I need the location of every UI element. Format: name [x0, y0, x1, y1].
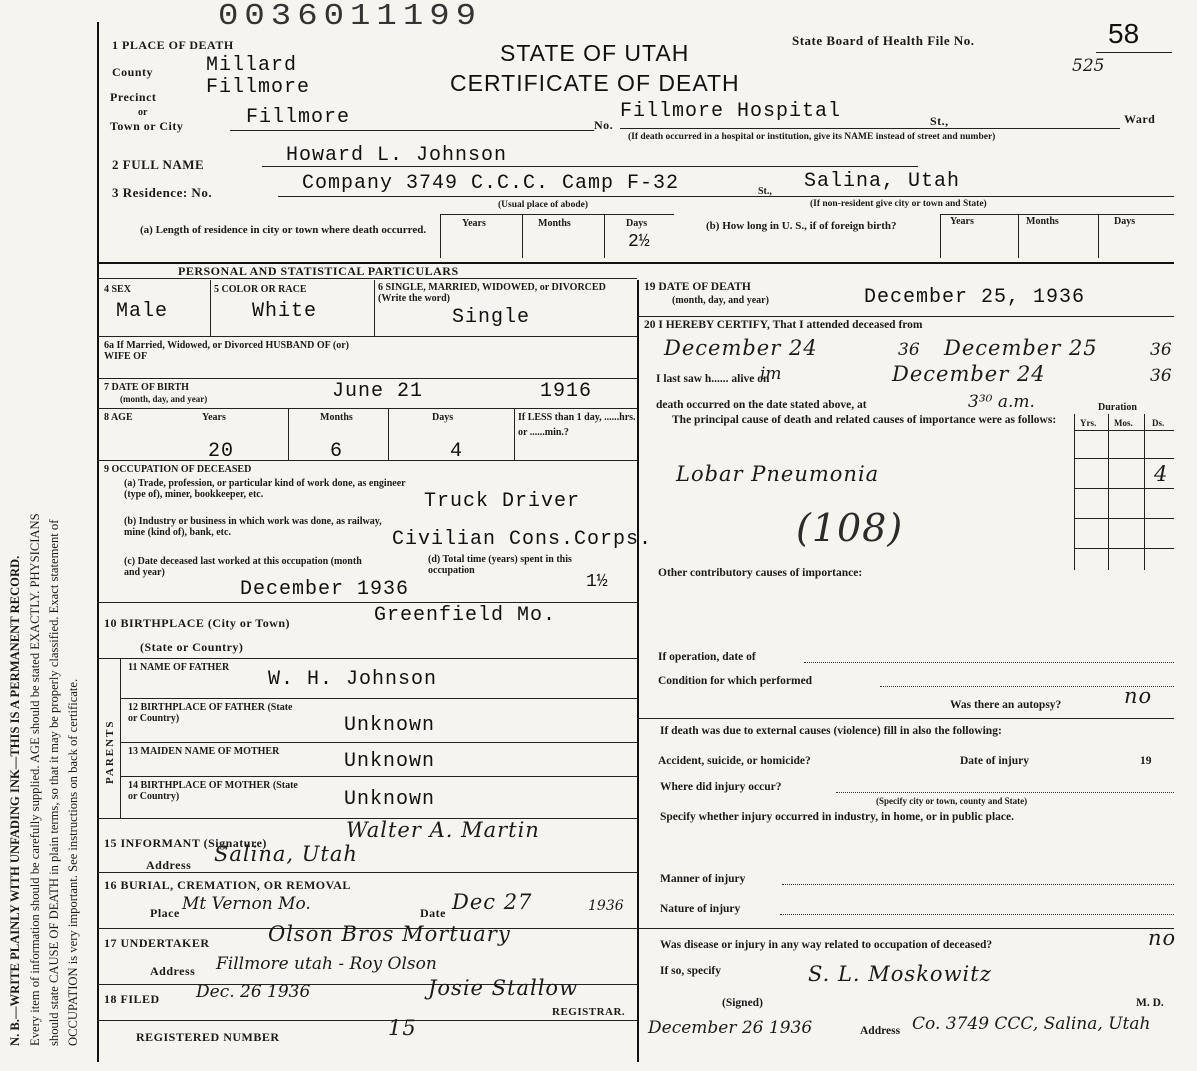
attended-from: December 24: [664, 336, 818, 360]
side-note-4: OCCUPATION is very important. See instructions on back of certificate.: [66, 678, 80, 1046]
undertaker-address: Fillmore utah - Roy Olson: [216, 954, 437, 974]
duration-mos: Mos.: [1114, 418, 1133, 428]
rule: [637, 718, 1174, 719]
occ-b-label: (b) Industry or business in which work was done, as railway, mine (kind of), bank, etc.: [124, 516, 382, 538]
length-label: (a) Length of residence in city or town where death occurred.: [140, 224, 427, 236]
rule: [210, 280, 211, 336]
stamp-number: 0036011199: [218, 0, 483, 35]
marital-label: 6 SINGLE, MARRIED, WIDOWED, or DIVORCED (Write the word): [378, 282, 606, 304]
burial-place: Mt Vernon Mo.: [182, 894, 311, 914]
nature-label: Nature of injury: [660, 903, 741, 915]
occ-b-value: Civilian Cons.Corps.: [392, 528, 653, 551]
certify-label: 20 I HEREBY CERTIFY, That I attended deceased from: [644, 319, 923, 331]
rule: [288, 408, 289, 460]
rule: [97, 378, 637, 379]
occ-d-label: (d) Total time (years) spent in this occupation: [428, 554, 572, 576]
dob-month-day: June 21: [332, 380, 424, 403]
spouse-label: 6a If Married, Widowed, or Divorced HUSBAND OF (or) WIFE OF: [104, 340, 349, 362]
registered-number-label: REGISTERED NUMBER: [136, 1030, 280, 1044]
side-note-1: N. B.—WRITE PLAINLY WITH UNFADING INK—THIS IS A PERMANENT RECORD.: [8, 555, 22, 1046]
age-years: 20: [208, 440, 235, 463]
last-saw-him: im: [760, 364, 782, 384]
occupation-label: 9 OCCUPATION OF DECEASED: [104, 464, 252, 475]
rule: [522, 214, 523, 258]
rule: [940, 214, 941, 258]
county-value: Millard: [206, 54, 298, 77]
color-value: White: [252, 300, 318, 323]
informant-address: Salina, Utah: [214, 842, 358, 866]
occ-d-value: 1½: [586, 572, 608, 592]
last-saw-year: 36: [1150, 366, 1172, 386]
marital-value: Single: [452, 306, 531, 329]
physician-address-label: Address: [860, 1025, 901, 1037]
burial-date: Dec 27: [452, 890, 533, 914]
usual-note: (Usual place of abode): [498, 200, 588, 210]
file-number-sub: 525: [1072, 56, 1105, 76]
specify-label: Specify whether injury occurred in industry, in home, or in public place.: [660, 811, 1014, 823]
rule: [1074, 548, 1174, 549]
town-label: Town or City: [110, 119, 184, 133]
rule: [120, 698, 637, 699]
informant-signature: Walter A. Martin: [346, 818, 540, 842]
burial-year: 1936: [588, 898, 624, 914]
duration-yrs: Yrs.: [1080, 418, 1097, 428]
occ-c-label: (c) Date deceased last worked at this occupation (month and year): [124, 556, 362, 578]
rule: [120, 742, 637, 743]
parents-side-label: PARENTS: [104, 719, 116, 784]
age-years-label: Years: [202, 412, 226, 423]
birthplace-value: Greenfield Mo.: [374, 604, 557, 627]
months-label: Months: [538, 218, 571, 229]
full-name-value: Howard L. Johnson: [286, 144, 508, 167]
rule: [620, 128, 1120, 129]
death-date-label: 19 DATE OF DEATH: [644, 281, 751, 293]
or-label: or: [138, 107, 148, 118]
rule: [230, 130, 594, 131]
occ-a-label: (a) Trade, profession, or particular kind of work done, as engineer (type of), miner, bookkeeper, etc.: [124, 478, 406, 500]
injury-year-label: 19: [1140, 755, 1152, 767]
rule: [1096, 52, 1172, 53]
registrar-label: REGISTRAR.: [552, 1006, 626, 1018]
autopsy-label: Was there an autopsy?: [950, 699, 1062, 711]
side-note-3: should state CAUSE OF DEATH in plain terms, so that it may be properly classified. Exact statement of: [47, 519, 61, 1046]
county-label: County: [112, 65, 154, 79]
informant-address-label: Address: [146, 858, 192, 872]
death-date-value: December 25, 1936: [864, 286, 1086, 309]
mother-value: Unknown: [344, 750, 436, 773]
birthplace-label: 10 BIRTHPLACE (City or Town): [104, 616, 291, 630]
dotted-line: [836, 792, 1174, 793]
days-value: 2½: [628, 232, 650, 252]
dotted-line: [780, 914, 1174, 915]
undertaker-address-label: Address: [150, 964, 196, 978]
attended-to: December 25: [944, 336, 1098, 360]
mother-bp-label: 14 BIRTHPLACE OF MOTHER (State or Country): [128, 780, 298, 802]
physician-address: Co. 3749 CCC, Salina, Utah: [912, 1014, 1151, 1034]
undertaker-label: 17 UNDERTAKER: [104, 936, 210, 950]
ward-label: Ward: [1124, 112, 1156, 126]
rule: [637, 316, 1174, 317]
residence-city: Salina, Utah: [804, 170, 961, 193]
father-label: 11 NAME OF FATHER: [128, 662, 230, 673]
duration-ds: Ds.: [1152, 418, 1165, 428]
burial-date-label: Date: [420, 906, 446, 920]
residence-label: 3 Residence: No.: [112, 185, 213, 200]
sex-value: Male: [116, 300, 169, 323]
condition-label: Condition for which performed: [658, 675, 813, 687]
external-label: If death was due to external causes (violence) fill in also the following:: [660, 725, 1002, 737]
filed-label: 18 FILED: [104, 992, 160, 1006]
cause-label: The principal cause of death and related causes of importance were as follows:: [672, 414, 1057, 426]
death-time: 3³⁰ a.m.: [968, 392, 1035, 412]
rule: [1074, 518, 1174, 519]
rule: [440, 214, 441, 258]
birthplace-sub: (State or Country): [140, 640, 244, 654]
rule: [97, 1020, 637, 1021]
rule: [1018, 214, 1019, 258]
file-number: 58: [1108, 18, 1140, 49]
injury-date-label: Date of injury: [960, 755, 1029, 767]
attended-year-a: 36: [898, 340, 920, 360]
rule: [1098, 214, 1099, 258]
duration-col: [1074, 414, 1075, 570]
rule: [97, 460, 637, 461]
duration-label: Duration: [1098, 402, 1137, 413]
state-title: STATE OF UTAH: [500, 40, 690, 66]
informant-label: 15 INFORMANT (Signature): [104, 836, 267, 850]
personal-heading: PERSONAL AND STATISTICAL PARTICULARS: [178, 264, 459, 278]
autopsy-value: no: [1124, 684, 1153, 708]
rule: [604, 214, 605, 258]
rule: [637, 928, 1174, 929]
mother-bp-value: Unknown: [344, 788, 436, 811]
rule: [278, 196, 1174, 197]
age-days: 4: [450, 440, 464, 463]
age-label: 8 AGE: [104, 412, 133, 423]
dob-label: 7 DATE OF BIRTH: [104, 382, 189, 393]
if-so-label: If so, specify: [660, 965, 722, 977]
color-label: 5 COLOR OR RACE: [214, 284, 307, 295]
cause-duration: 4: [1154, 462, 1169, 486]
mother-label: 13 MAIDEN NAME OF MOTHER: [128, 746, 280, 757]
where-note: (Specify city or town, county and State): [876, 796, 1028, 806]
rule: [388, 408, 389, 460]
age-months: 6: [330, 440, 344, 463]
town-value: Fillmore: [246, 106, 351, 129]
duration-col: [1144, 414, 1145, 570]
years-label: Years: [462, 218, 486, 229]
precinct-value: Fillmore: [206, 76, 311, 99]
father-value: W. H. Johnson: [268, 668, 438, 691]
side-note-2: Every item of information should be carefully supplied. AGE should be stated EXACTLY. PHYSICIANS: [28, 513, 42, 1046]
place-heading: 1 PLACE OF DEATH: [112, 38, 234, 52]
dob-year: 1916: [540, 380, 593, 403]
dotted-line: [804, 662, 1174, 663]
death-date-note: (month, day, and year): [672, 295, 769, 306]
related-value: no: [1148, 926, 1177, 950]
signed-label: (Signed): [722, 997, 763, 1009]
rule: [97, 602, 637, 603]
us-days-label: Days: [1114, 216, 1136, 227]
accident-label: Accident, suicide, or homicide?: [658, 755, 811, 767]
rule: [1074, 488, 1174, 489]
father-bp-value: Unknown: [344, 714, 436, 737]
foreign-label: (b) How long in U. S., if of foreign birth?: [706, 220, 897, 232]
last-saw-label: I last saw h...... alive on: [656, 373, 770, 385]
rule: [440, 214, 674, 215]
left-border: [97, 22, 99, 1062]
no-label: No.: [594, 118, 614, 132]
filed-date: Dec. 26 1936: [196, 982, 311, 1002]
related-label: Was disease or injury in any way related to occupation of deceased?: [660, 939, 993, 951]
days-label: Days: [626, 218, 648, 229]
sign-date: December 26 1936: [648, 1018, 813, 1038]
precinct-label: Precinct: [110, 90, 157, 104]
operation-label: If operation, date of: [658, 651, 756, 663]
rule: [940, 214, 1174, 215]
burial-label: 16 BURIAL, CREMATION, OR REMOVAL: [104, 878, 351, 892]
where-label: Where did injury occur?: [660, 781, 782, 793]
us-years-label: Years: [950, 216, 974, 227]
residence-st-label: St.,: [758, 186, 772, 197]
rule: [1074, 458, 1174, 459]
rule: [1074, 430, 1174, 431]
duration-col: [1108, 414, 1109, 570]
place-note: (If death occurred in a hospital or institution, give its NAME instead of street and number): [628, 132, 996, 142]
attended-year-b: 36: [1150, 340, 1172, 360]
us-months-label: Months: [1026, 216, 1059, 227]
certificate-title: CERTIFICATE OF DEATH: [450, 70, 740, 96]
occurred-label: death occurred on the date stated above, at: [656, 399, 867, 411]
registered-number: 15: [388, 1016, 417, 1040]
registrar-signature: Josie Stallow: [428, 976, 579, 1000]
rule: [262, 166, 918, 167]
age-months-label: Months: [320, 412, 353, 423]
last-saw-date: December 24: [892, 362, 1046, 386]
full-name-label: 2 FULL NAME: [112, 157, 205, 172]
rule: [514, 408, 515, 460]
institution-value: Fillmore Hospital: [620, 100, 842, 123]
rule: [120, 776, 637, 777]
st-label: St.,: [930, 114, 949, 128]
nonres-note: (If non-resident give city or town and State): [810, 199, 987, 209]
center-divider: [637, 280, 639, 1062]
occ-a-value: Truck Driver: [424, 490, 581, 513]
residence-value: Company 3749 C.C.C. Camp F-32: [302, 172, 680, 195]
rule: [97, 336, 637, 337]
undertaker-name: Olson Bros Mortuary: [268, 922, 511, 946]
dob-note: (month, day, and year): [120, 394, 208, 404]
occ-c-value: December 1936: [240, 578, 410, 601]
age-days-label: Days: [432, 412, 454, 423]
manner-label: Manner of injury: [660, 873, 746, 885]
dotted-line: [782, 884, 1174, 885]
less-than-label: If LESS than 1 day, ......hrs. or ......min.?: [518, 412, 636, 438]
physician-signature: S. L. Moskowitz: [808, 962, 992, 986]
md-label: M. D.: [1136, 997, 1164, 1009]
sex-label: 4 SEX: [104, 284, 131, 295]
rule: [97, 658, 637, 659]
contributory-label: Other contributory causes of importance:: [658, 567, 863, 579]
parents-rule: [120, 658, 121, 818]
file-label: State Board of Health File No.: [792, 33, 975, 48]
burial-place-label: Place: [150, 906, 180, 920]
rule: [97, 408, 637, 409]
cause-code: (108): [796, 506, 904, 550]
father-bp-label: 12 BIRTHPLACE OF FATHER (State or Country): [128, 702, 293, 724]
rule: [374, 280, 375, 336]
cause-value: Lobar Pneumonia: [676, 462, 880, 486]
